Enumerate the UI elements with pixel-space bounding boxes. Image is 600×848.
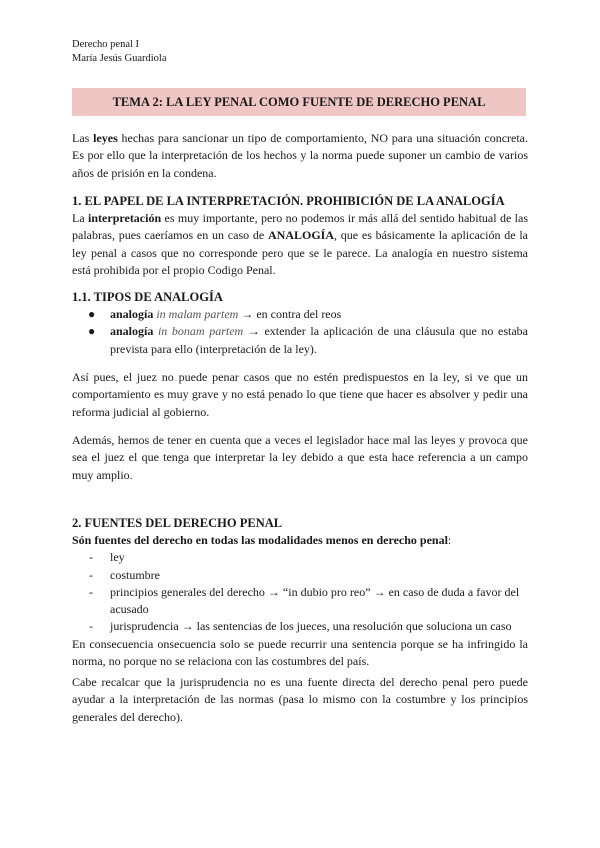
course-name: Derecho penal I [72, 39, 140, 50]
dash-marker: - [89, 567, 93, 582]
item-text: ley [110, 550, 125, 565]
dash-marker: - [89, 584, 93, 599]
judge-paragraph: Así pues, el juez no puede penar casos que no estén predispuestos en la ley, si ve que un comportamiento es muy grave y no está penado lo que tiene que hacer es absolver y pedir una reforma judicial al gobierno. [72, 370, 528, 419]
bullet-icon: ● [88, 324, 96, 339]
subheading-colon: : [447, 533, 452, 547]
item-text: costumbre [110, 567, 160, 582]
topic-title: TEMA 2: LA LEY PENAL COMO FUENTE DE DERECHO PENAL [112, 94, 486, 109]
dash-marker: - [89, 619, 93, 634]
s1-bold-interpretacion: interpretación [88, 211, 162, 225]
section-1-1 [72, 289, 528, 358]
intro-bold-term: leyes [93, 131, 118, 145]
dash-marker: - [89, 550, 93, 565]
section-1-paragraph [72, 210, 528, 279]
jurisprudence-paragraph: Cabe recalcar que la jurisprudencia no es una fuente directa del derecho penal pero puede ayudar a la interpretación de las normas (pasa lo mismo con la costumbre y los principios generales del derecho). [72, 675, 528, 724]
section-1 [72, 193, 528, 279]
list-item [72, 584, 528, 619]
s1-text-mid: es muy importante, pero no podemos ir más allá del sentido habitual de las palabras, pues caeríamos en un caso de [72, 211, 529, 243]
intro-text-pre: Las [72, 131, 94, 145]
section-1-heading: 1. EL PAPEL DE LA INTERPRETACIÓN. PROHIBICIÓN DE LA ANALOGÍA [72, 194, 505, 208]
list-item [72, 549, 528, 566]
item-text: jurisprudencia → las sentencias de los jueces, una resolución que soluciona un caso [110, 619, 512, 634]
s1-text-post: , que es básicamente la aplicación de la ley penal a casos que no corresponde pero que se le parece. La analogía en nuestro sistema está prohibida por el propio Codigo Penal. [72, 228, 529, 277]
item-text: principios generales del derecho → “in dubio pro reo” → en caso de duda a favor del acusado [110, 584, 520, 617]
sources-list [72, 549, 528, 635]
intro-paragraph [72, 130, 528, 182]
consequence-paragraph: En consecuencia onsecuencia solo se puede recurrir una sentencia porque se ha infringido la norma, no porque no se relaciona con las costumbres del país. [72, 636, 528, 669]
legislator-paragraph: Además, hemos de tener en cuenta que a veces el legislador hace mal las leyes y provoca que sea el juez el que tenga que interpretar la ley debido a que esta hace referencia a un campo muy amplio. [72, 433, 528, 482]
page-header [72, 38, 166, 66]
s1-text-pre: La [72, 211, 89, 225]
sources-subheading-bold: Són fuentes del derecho en todas las modalidades menos en derecho penal [72, 533, 448, 547]
item-text: → en contra del reos [238, 307, 342, 321]
s1-bold-analogia: ANALOGÍA [268, 228, 335, 243]
item-bold: analogía [110, 307, 154, 321]
section-2-subheading [72, 532, 528, 549]
item-italic: in malam partem [153, 307, 239, 321]
item-bold: analogía [110, 324, 154, 339]
list-item [72, 618, 528, 635]
section-2-heading: 2. FUENTES DEL DERECHO PENAL [72, 516, 283, 530]
intro-text-post: hechas para sancionar un tipo de comportamiento, NO para una situación concreta. Es por ello que la interpretación de los hechos y la norma puede suponer un cambio de varios años de prisión en la condena. [72, 131, 529, 180]
list-item [72, 306, 528, 323]
analogy-types-list [72, 306, 528, 358]
bullet-icon: ● [88, 307, 96, 321]
list-item [72, 567, 528, 584]
section-1-1-heading: 1.1. TIPOS DE ANALOGÍA [72, 290, 223, 304]
list-item [72, 323, 528, 358]
item-text: → extender la aplicación de una cláusula que no estaba prevista para ello (interpretación de la ley). [110, 324, 528, 356]
topic-title-band [72, 88, 526, 116]
section-2 [72, 515, 528, 670]
item-italic: in bonam partem [153, 324, 244, 339]
author-name: María Jesús Guardiola [72, 53, 167, 64]
